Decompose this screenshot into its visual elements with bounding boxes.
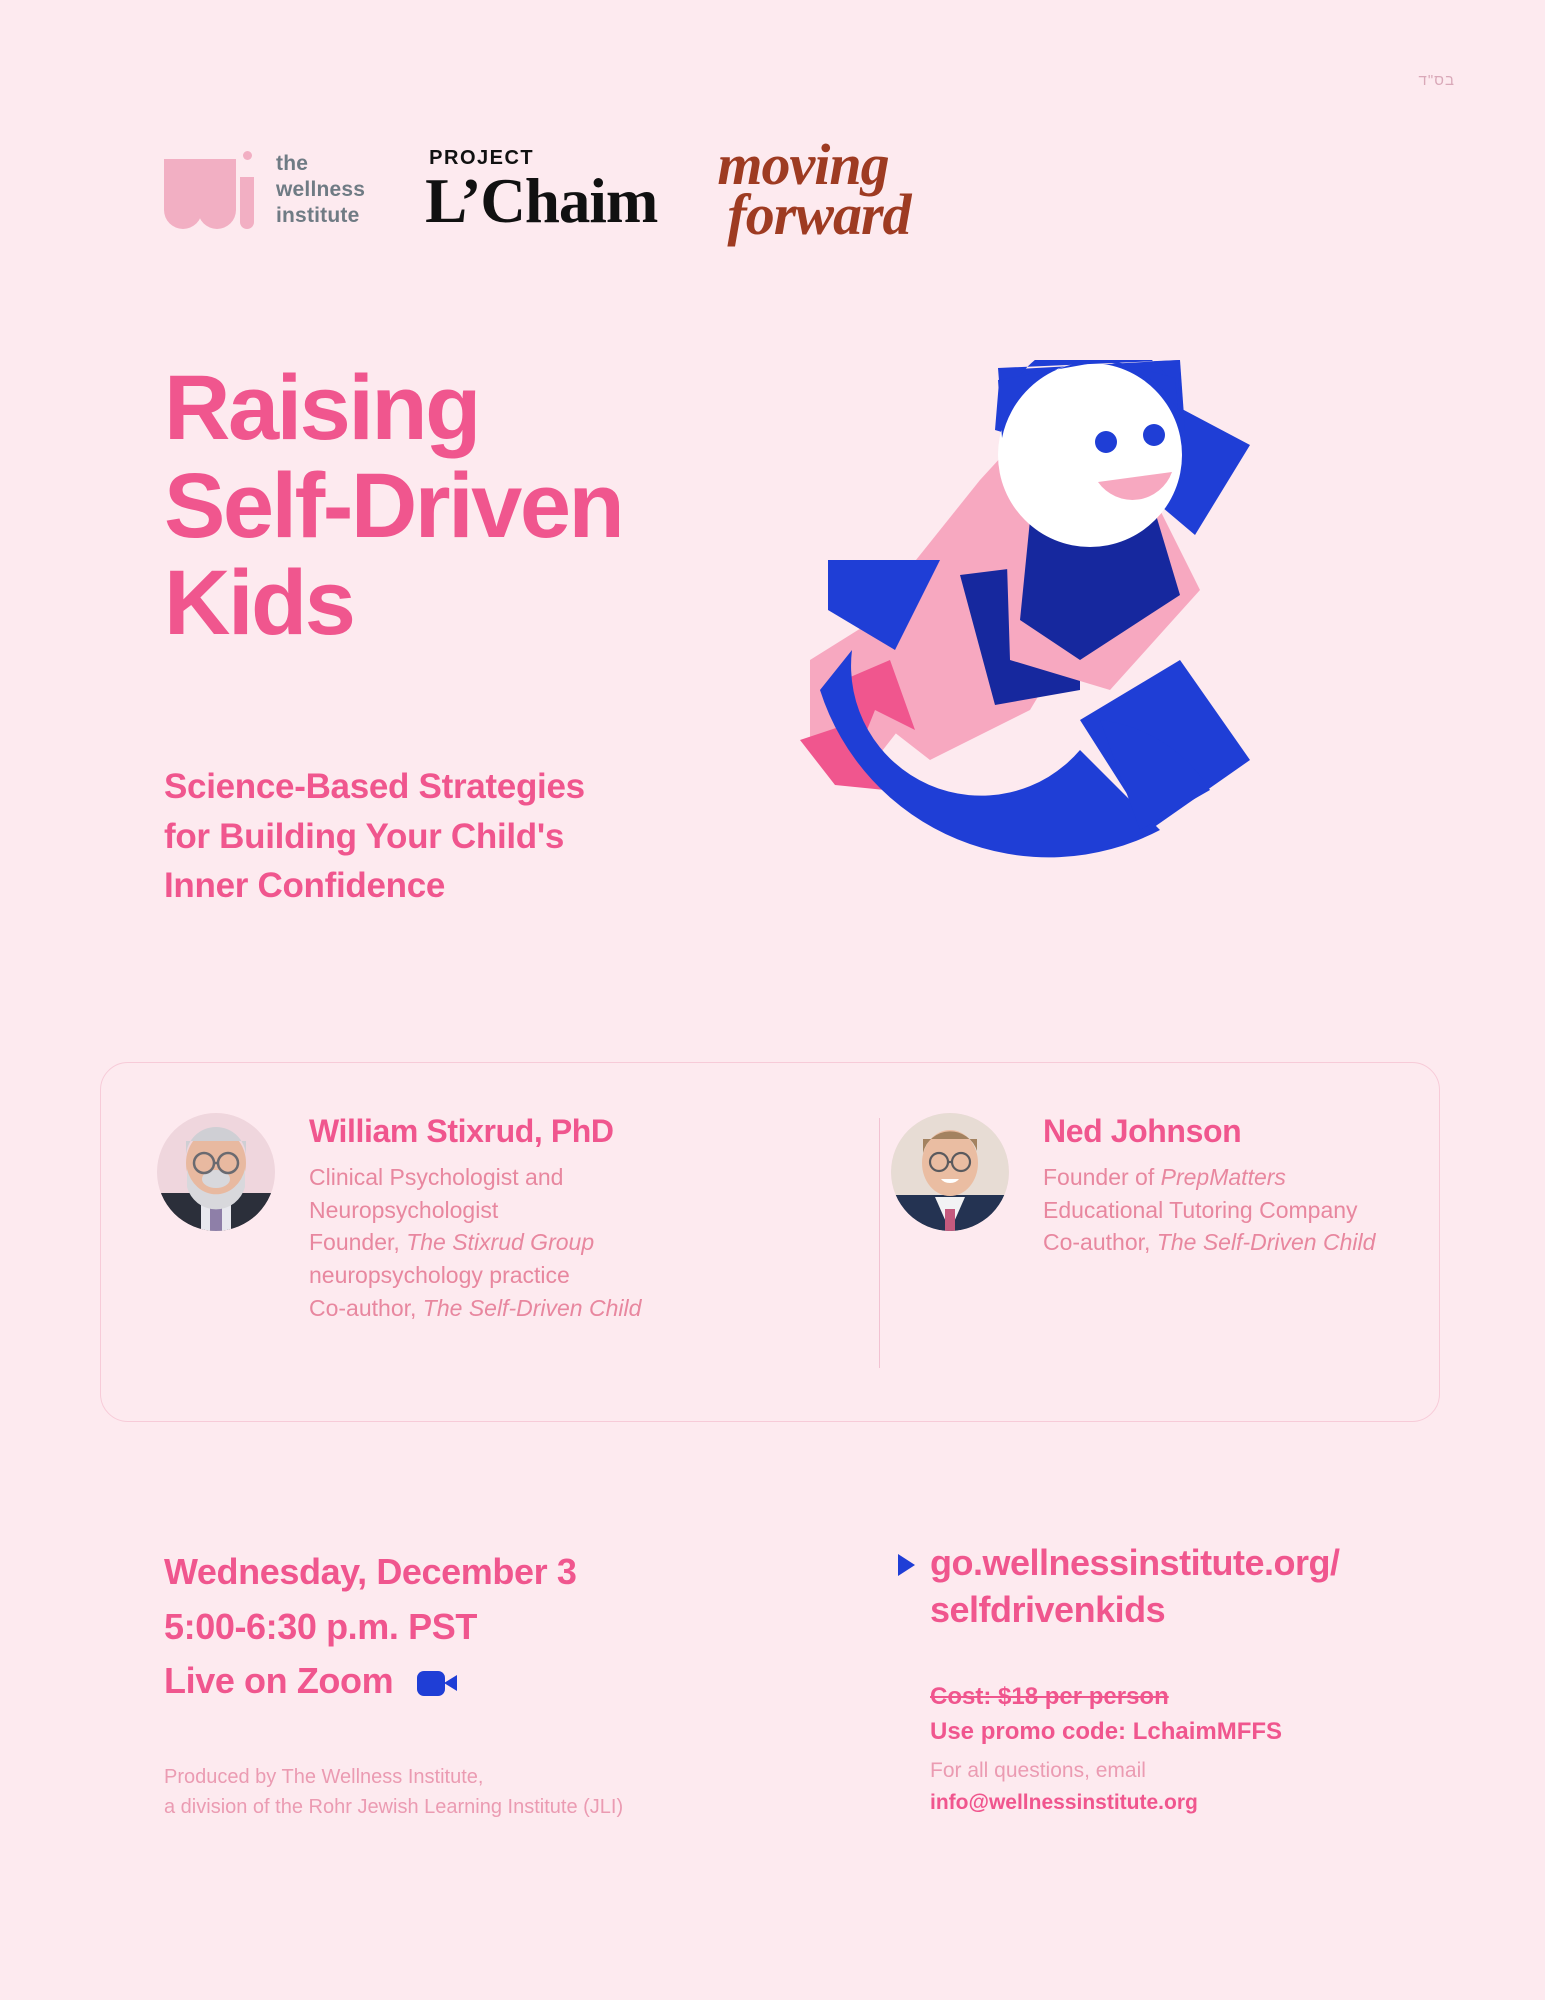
lchaim-logo-wordmark: L’Chaim	[425, 166, 658, 237]
subhead-line2: for Building Your Child's	[164, 816, 565, 856]
contact-info	[930, 1755, 1198, 1818]
questions-label: For all questions, email	[930, 1759, 1146, 1782]
wellness-institute-wordmark	[276, 151, 365, 228]
headline-line3: Kids	[164, 552, 354, 655]
speaker-coauthor-prefix: Co-author,	[309, 1294, 423, 1321]
speaker-founder-org: The Stixrud Group	[406, 1229, 595, 1256]
arrow-right-icon	[898, 1554, 915, 1576]
cost-info	[930, 1680, 1282, 1750]
registration-url-line1[interactable]: go.wellnessinstitute.org/	[930, 1542, 1340, 1583]
registration-url-line2[interactable]: selfdrivenkids	[930, 1588, 1166, 1630]
moving-forward-line1: moving	[717, 132, 889, 197]
rocket-kid-svg	[780, 360, 1460, 880]
speaker-coauthor-title: The Self-Driven Child	[422, 1294, 642, 1321]
speaker-role-line1: Educational Tutoring Company	[1043, 1196, 1358, 1223]
speaker-founder-prefix: Founder of	[1043, 1164, 1161, 1190]
speaker-photo-stixrud	[157, 1113, 275, 1231]
speaker-founder-prefix: Founder,	[309, 1229, 407, 1256]
speaker-ned-johnson	[891, 1113, 1375, 1259]
rocket-kid-illustration	[780, 360, 1460, 880]
event-time: 5:00-6:30 p.m. PST	[164, 1605, 477, 1647]
speaker-founder-line	[1043, 1161, 1375, 1194]
avatar	[891, 1113, 1009, 1231]
lchaim-logo-project-label: PROJECT	[429, 147, 535, 170]
speaker-name: William Stixrud, PhD	[309, 1113, 614, 1149]
cost-amount: Cost: $18 per person	[930, 1683, 1169, 1710]
subhead-line1: Science-Based Strategies	[164, 767, 585, 806]
speaker-practice-line: neuropsychology practice	[309, 1261, 570, 1288]
speaker-coauthor-prefix: Co-author,	[1043, 1229, 1157, 1256]
speaker-photo-johnson	[891, 1113, 1009, 1231]
speaker-coauthor-line	[309, 1292, 641, 1325]
registration-link[interactable]	[930, 1540, 1450, 1634]
avatar	[157, 1113, 275, 1231]
headline-line2: Self-Driven	[164, 454, 623, 557]
contact-email[interactable]: info@wellnessinstitute.org	[930, 1790, 1198, 1814]
event-platform-row	[164, 1654, 576, 1709]
headline-line1: Raising	[164, 357, 479, 459]
speaker-william-stixrud	[157, 1113, 641, 1324]
event-platform: Live on Zoom	[164, 1660, 394, 1702]
hebrew-blessing-mark: בס"ד	[1418, 72, 1455, 89]
subhead-line3: Inner Confidence	[164, 866, 446, 906]
wellness-institute-mark-icon	[164, 151, 260, 229]
producer-credit	[164, 1762, 623, 1822]
project-lchaim-logo	[425, 147, 658, 237]
speaker-info	[309, 1113, 641, 1324]
producer-line1: Produced by The Wellness Institute,	[164, 1766, 484, 1788]
speaker-coauthor-title: The Self-Driven Child	[1156, 1229, 1376, 1256]
moving-forward-logo	[717, 132, 911, 247]
speakers-card	[100, 1062, 1440, 1422]
speaker-coauthor-line	[1043, 1226, 1375, 1259]
wellness-institute-logo	[164, 151, 365, 229]
speaker-founder-line	[309, 1226, 641, 1259]
wellness-logo-line3: institute	[276, 203, 360, 227]
page-title	[164, 357, 623, 655]
zoom-camera-icon	[417, 1671, 457, 1696]
event-details	[164, 1545, 576, 1709]
speaker-name: Ned Johnson	[1043, 1113, 1242, 1149]
speaker-role-line2: Neuropsychologist	[309, 1196, 499, 1223]
producer-line2: a division of the Rohr Jewish Learning Institute (JLI)	[164, 1796, 624, 1818]
speaker-info	[1043, 1113, 1375, 1259]
wellness-logo-line2: wellness	[276, 178, 366, 202]
speaker-founder-org: PrepMatters	[1160, 1164, 1286, 1190]
page-subtitle	[164, 762, 585, 911]
speaker-role-line1: Clinical Psychologist and	[309, 1164, 564, 1190]
logo-row	[164, 132, 911, 247]
event-date: Wednesday, December 3	[164, 1551, 577, 1592]
promo-code: Use promo code: LchaimMFFS	[930, 1717, 1283, 1745]
speakers-divider	[879, 1118, 880, 1368]
wellness-logo-line1: the	[276, 152, 309, 176]
moving-forward-line2: forward	[727, 181, 911, 247]
